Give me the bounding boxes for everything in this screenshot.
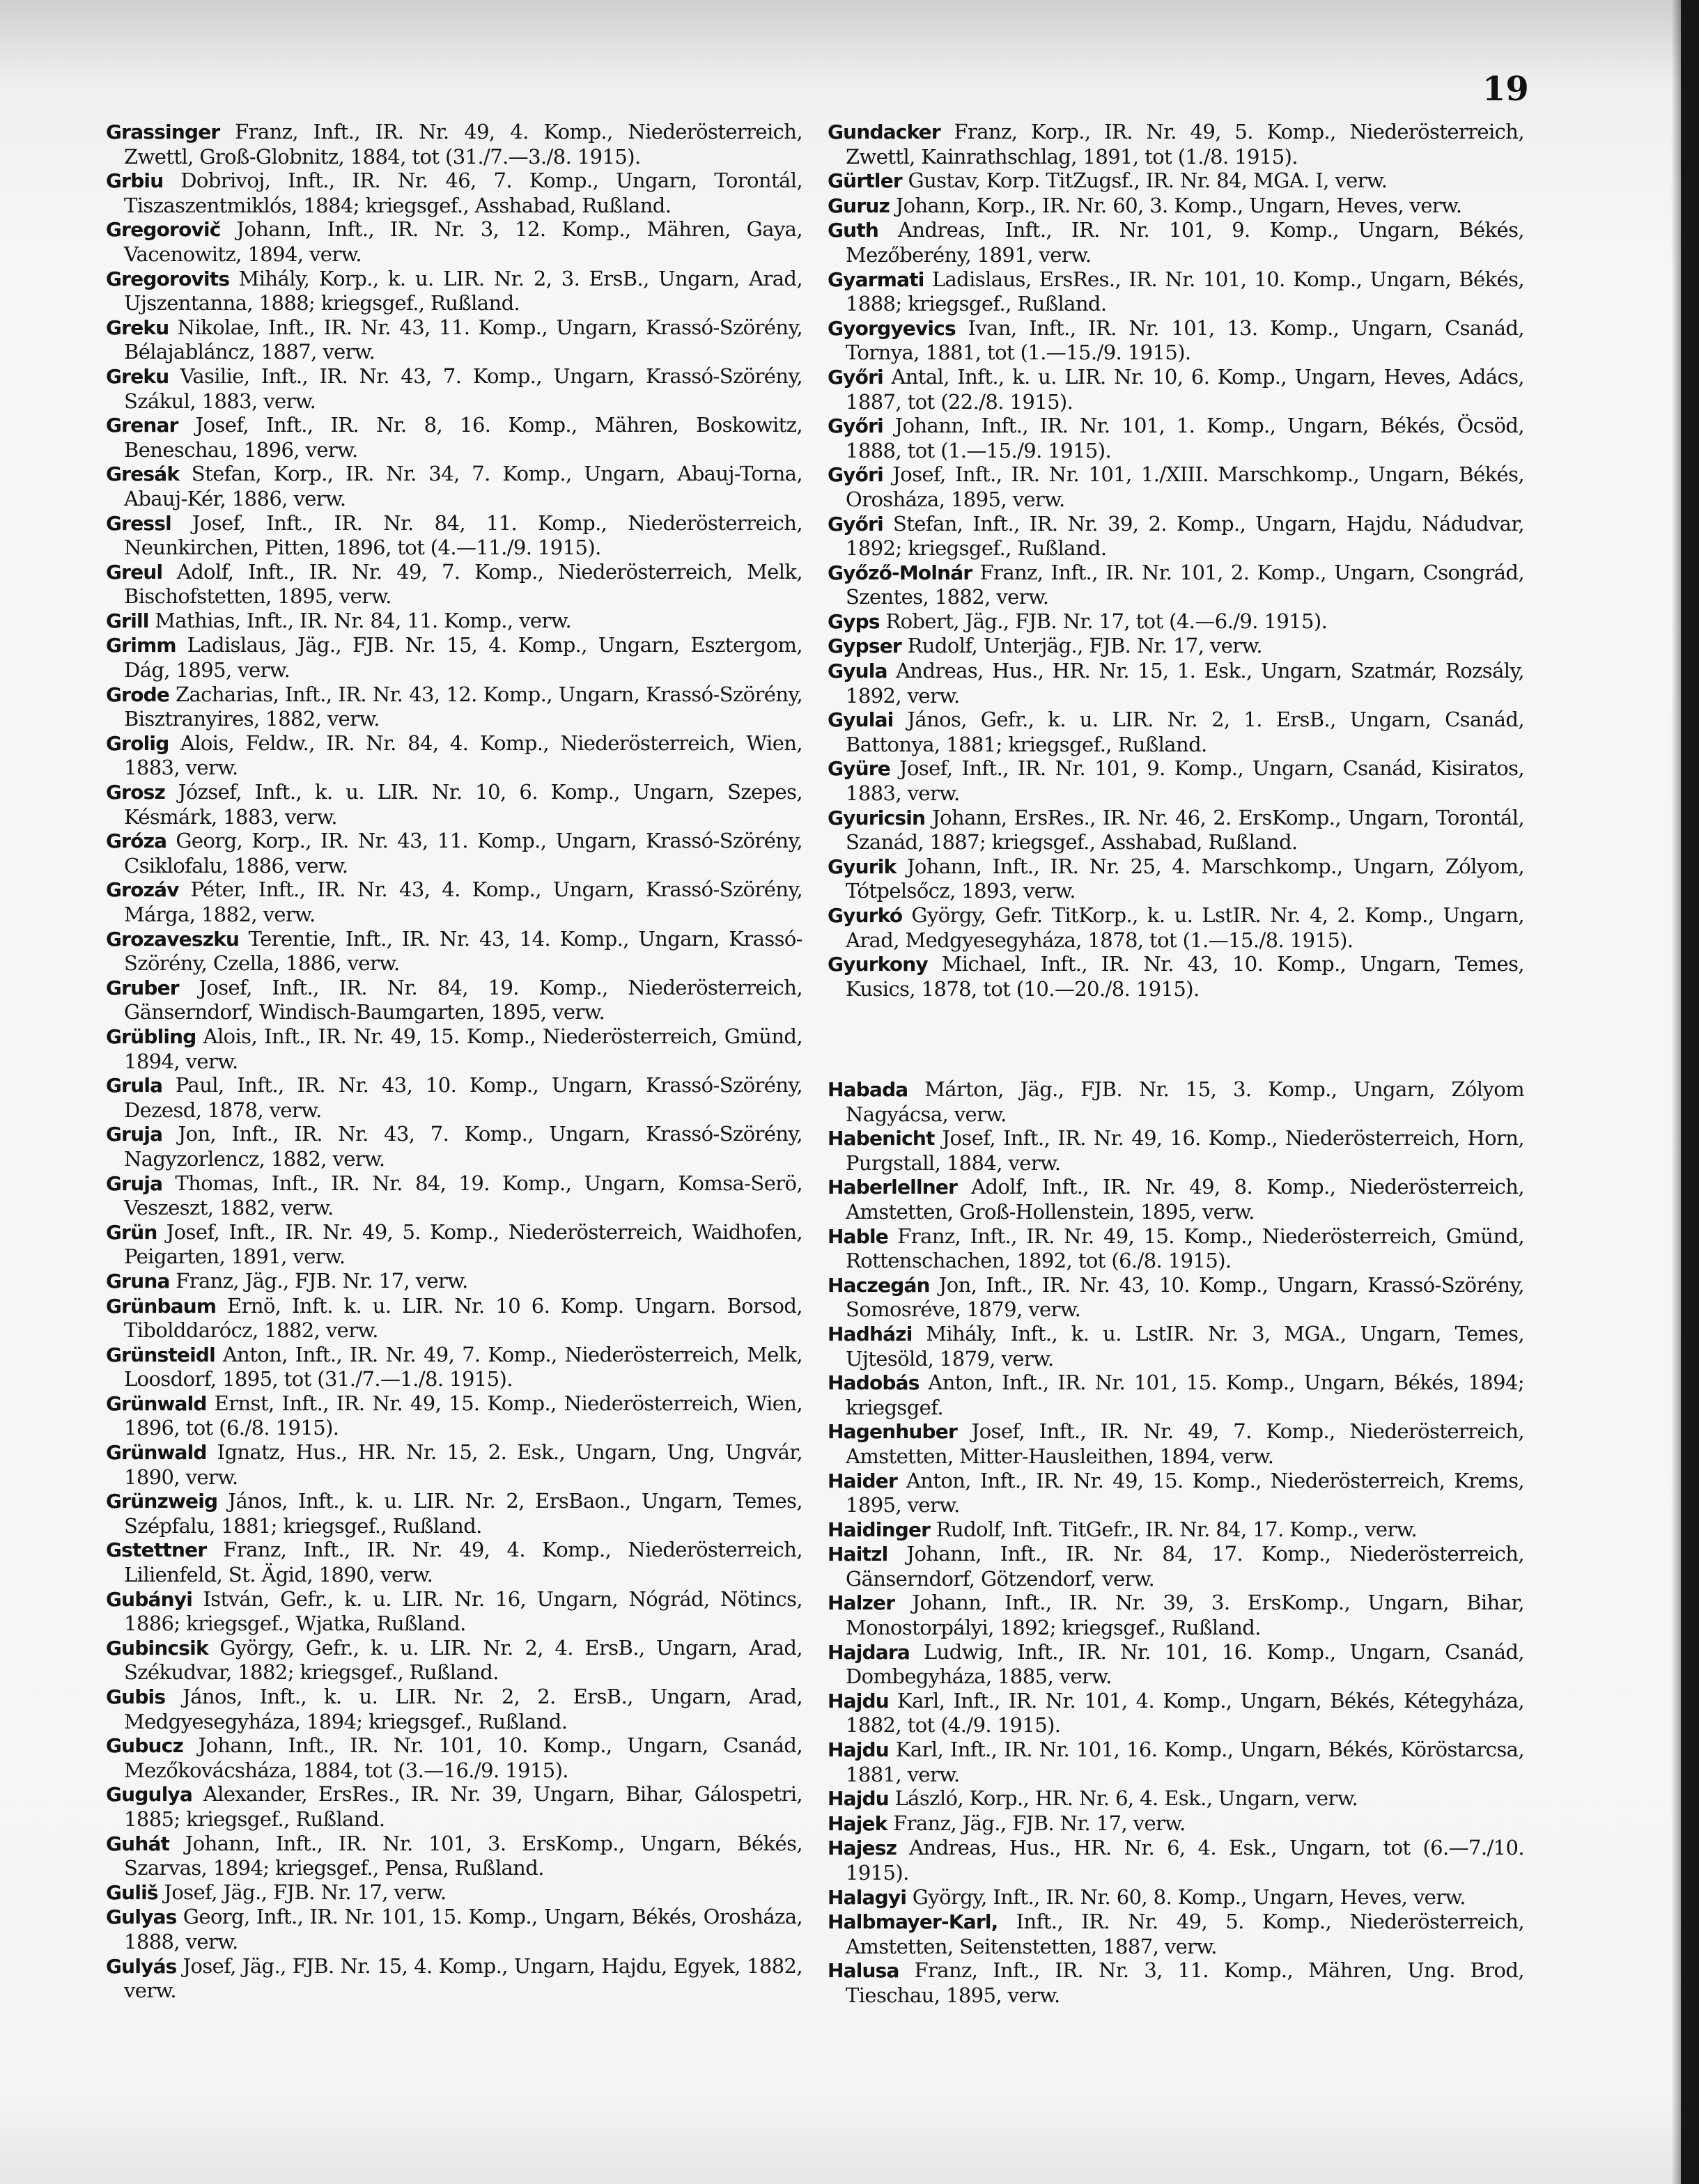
casualty-entry — [106, 1782, 802, 1831]
entry-surname: Grünsteidl — [106, 1343, 215, 1366]
casualty-entry — [106, 1220, 802, 1269]
entry-surname: Hagenhuber — [828, 1420, 958, 1444]
casualty-entry — [106, 462, 802, 510]
casualty-entry — [828, 708, 1524, 756]
entry-surname: Gulyás — [106, 1954, 177, 1978]
casualty-entry — [828, 1371, 1524, 1419]
entry-details: Ernö, Inft. k. u. LIR. Nr. 10 6. Komp. Ungarn. Borsod, Tibolddarócz, 1882, verw. — [124, 1293, 802, 1343]
entry-surname: Hajdu — [828, 1738, 889, 1762]
casualty-entry — [828, 365, 1524, 414]
casualty-entry — [828, 1885, 1524, 1910]
entry-details: Andreas, Inft., IR. Nr. 101, 9. Komp., Ungarn, Békés, Mezőberény, 1891, verw. — [846, 218, 1524, 267]
casualty-entry — [106, 1880, 802, 1905]
entry-surname: Grassinger — [106, 120, 220, 143]
casualty-entry — [828, 1322, 1524, 1371]
entry-surname: Grbiu — [106, 169, 164, 193]
entry-surname: Gubucz — [106, 1734, 183, 1758]
entry-details: Josef, Inft., IR. Nr. 101, 1./XIII. Marschkomp., Ungarn, Békés, Orosháza, 1895, verw. — [846, 462, 1524, 511]
entry-surname: Gugulya — [106, 1783, 193, 1807]
entry-surname: Hajdu — [828, 1689, 889, 1713]
casualty-entry — [828, 1175, 1524, 1224]
entry-details: Gustav, Korp. TitZugsf., IR. Nr. 84, MGA. I, verw. — [901, 169, 1388, 193]
casualty-entry — [106, 1905, 802, 1953]
entry-surname: Grode — [106, 682, 170, 706]
entry-surname: Grün — [106, 1220, 157, 1244]
entry-details: Stefan, Korp., IR. Nr. 34, 7. Komp., Ungarn, Abauj-Torna, Abauj-Kér, 1886, verw. — [124, 462, 802, 510]
casualty-entry — [828, 1836, 1524, 1885]
entry-surname: Gubincsik — [106, 1636, 208, 1660]
entry-details: György, Gefr. TitKorp., k. u. LstIR. Nr. 4, 2. Komp., Ungarn, Arad, Medgyesegyháza, 1878, tot (1.—15./8. 1915). — [846, 903, 1524, 952]
casualty-entry — [828, 267, 1524, 316]
entry-details: Josef, Inft., IR. Nr. 49, 7. Komp., Niederösterreich, Amstetten, Mitter-Hausleithen, 1894, verw. — [846, 1419, 1524, 1468]
entry-surname: Gresák — [106, 462, 180, 486]
entry-details: Dobrivoj, Inft., IR. Nr. 46, 7. Komp., Ungarn, Torontál, Tiszaszentmiklós, 1884; kriegsgef., Asshabad, Rußland. — [124, 169, 802, 217]
entry-details: Josef, Inft., IR. Nr. 84, 19. Komp., Niederösterreich, Gänserndorf, Windisch-Baumgarten, 1895, verw. — [124, 975, 802, 1024]
entry-details: Mihály, Korp., k. u. LIR. Nr. 2, 3. ErsB., Ungarn, Arad, Ujszentanna, 1888; kriegsgef., Rußland. — [124, 266, 802, 315]
entry-surname: Haczegán — [828, 1273, 930, 1297]
scan-border — [1681, 0, 1699, 2184]
entry-surname: Guhát — [106, 1832, 170, 1855]
casualty-entry — [106, 120, 802, 169]
casualty-entry — [828, 634, 1524, 659]
casualty-entry — [828, 512, 1524, 561]
entry-surname: Grill — [106, 609, 149, 632]
casualty-entry — [106, 609, 802, 634]
entry-surname: Guliš — [106, 1880, 158, 1904]
entry-surname: Halusa — [828, 1959, 899, 1983]
entry-surname: Gyula — [828, 660, 887, 683]
casualty-entry — [828, 1640, 1524, 1689]
entry-surname: Haberlellner — [828, 1176, 958, 1199]
entry-details: Robert, Jäg., FJB. Nr. 17, tot (4.—6./9. 1915). — [879, 609, 1328, 633]
entry-surname: Gyps — [828, 609, 880, 633]
entry-details: János, Inft., k. u. LIR. Nr. 2, ErsBaon., Ungarn, Temes, Szépfalu, 1881; kriegsgef., Rußland. — [124, 1489, 802, 1538]
entry-surname: Greku — [106, 364, 169, 388]
casualty-entry — [828, 1591, 1524, 1639]
entry-details: Franz, Inft., IR. Nr. 101, 2. Komp., Ungarn, Csongrád, Szentes, 1882, verw. — [846, 560, 1524, 609]
entry-surname: Habada — [828, 1078, 908, 1101]
entry-details: Alois, Inft., IR. Nr. 49, 15. Komp., Niederösterreich, Gmünd, 1894, verw. — [124, 1024, 802, 1073]
entry-details: László, Korp., HR. Nr. 6, 4. Esk., Ungarn, verw. — [888, 1786, 1358, 1811]
casualty-entry — [106, 1122, 802, 1171]
casualty-entry — [828, 561, 1524, 609]
entry-surname: Győri — [828, 463, 883, 487]
casualty-entry — [106, 1733, 802, 1782]
casualty-entry — [828, 1273, 1524, 1322]
entry-details: Mihály, Inft., k. u. LstIR. Nr. 3, MGA., Ungarn, Temes, Ujtesöld, 1879, verw. — [846, 1321, 1524, 1371]
entry-surname: Gruber — [106, 976, 179, 999]
entry-details: Ernst, Inft., IR. Nr. 49, 15. Komp., Niederösterreich, Wien, 1896, tot (6./8. 1915). — [124, 1391, 802, 1440]
casualty-entry — [828, 1786, 1524, 1811]
casualty-entry — [106, 1440, 802, 1489]
casualty-entry — [106, 780, 802, 829]
entry-details: Terentie, Inft., IR. Nr. 43, 14. Komp., Ungarn, Krassó-Szörény, Czella, 1886, verw. — [124, 926, 802, 976]
entry-details: Georg, Korp., IR. Nr. 43, 11. Komp., Ungarn, Krassó-Szörény, Csiklofalu, 1886, verw. — [124, 829, 802, 878]
entry-surname: Halbmayer-Karl, — [828, 1910, 998, 1934]
casualty-entry — [106, 633, 802, 682]
entry-surname: Grozáv — [106, 878, 179, 902]
entry-details: Johann, Korp., IR. Nr. 60, 3. Komp., Ungarn, Heves, verw. — [889, 193, 1462, 217]
entry-details: Paul, Inft., IR. Nr. 43, 10. Komp., Ungarn, Krassó-Szörény, Dezesd, 1878, verw. — [124, 1073, 802, 1122]
casualty-entry — [106, 1294, 802, 1343]
entry-details: Franz, Inft., IR. Nr. 3, 11. Komp., Mähren, Ung. Brod, Tieschau, 1895, verw. — [846, 1958, 1524, 2007]
entry-details: Josef, Inft., IR. Nr. 101, 9. Komp., Ungarn, Csanád, Kisiratos, 1883, verw. — [846, 756, 1524, 806]
entry-surname: Guruz — [828, 194, 890, 217]
casualty-entry — [106, 829, 802, 878]
entry-details: Zacharias, Inft., IR. Nr. 43, 12. Komp., Ungarn, Krassó-Szörény, Bisztranyires, 1882, verw. — [124, 682, 802, 731]
entry-surname: Grünwald — [106, 1391, 207, 1415]
casualty-entry — [828, 1738, 1524, 1786]
entry-details: István, Gefr., k. u. LIR. Nr. 16, Ungarn, Nógrád, Nötincs, 1886; kriegsgef., Wjatka, Rußland. — [124, 1586, 802, 1636]
casualty-entry — [106, 1538, 802, 1586]
entry-details: Josef, Jäg., FJB. Nr. 17, verw. — [157, 1880, 447, 1904]
entry-details: Franz, Korp., IR. Nr. 49, 5. Komp., Niederösterreich, Zwettl, Kainrathschlag, 1891, tot (1./8. 1915). — [846, 120, 1524, 169]
casualty-entry — [828, 855, 1524, 903]
entry-surname: Gregorovits — [106, 267, 230, 290]
entry-surname: Grimm — [106, 634, 176, 657]
casualty-entry — [106, 169, 802, 217]
entry-surname: Gulyas — [106, 1905, 177, 1929]
casualty-entry — [828, 1811, 1524, 1836]
entry-details: Ladislaus, Jäg., FJB. Nr. 15, 4. Komp., Ungarn, Esztergom, Dág, 1895, verw. — [124, 633, 802, 682]
entry-details: János, Inft., k. u. LIR. Nr. 2, 2. ErsB., Ungarn, Arad, Medgyesegyháza, 1894; kriegsgef., Rußland. — [124, 1685, 802, 1733]
entry-surname: Haider — [828, 1469, 897, 1492]
casualty-entry — [106, 1391, 802, 1440]
entry-details: Mathias, Inft., IR. Nr. 84, 11. Komp., verw. — [148, 608, 572, 632]
entry-surname: Hajek — [828, 1811, 887, 1835]
casualty-entry — [106, 267, 802, 315]
entry-surname: Gypser — [828, 634, 901, 658]
entry-details: György, Gefr., k. u. LIR. Nr. 2, 4. ErsB., Ungarn, Arad, Székudvar, 1882; kriegsgef., Rußland. — [124, 1635, 802, 1685]
casualty-entry — [106, 1489, 802, 1538]
entry-details: Josef, Inft., IR. Nr. 49, 5. Komp., Niederösterreich, Waidhofen, Peigarten, 1891, verw. — [124, 1219, 802, 1269]
entry-details: Jon, Inft., IR. Nr. 43, 7. Komp., Ungarn, Krassó-Szörény, Nagyzorlencz, 1882, verw. — [124, 1122, 802, 1171]
entry-details: Karl, Inft., IR. Nr. 101, 16. Komp., Ungarn, Békés, Köröstarcsa, 1881, verw. — [846, 1738, 1524, 1786]
entry-details: József, Inft., k. u. LIR. Nr. 10, 6. Komp., Ungarn, Szepes, Késmárk, 1883, verw. — [124, 780, 802, 829]
casualty-entry — [106, 217, 802, 266]
entry-details: Márton, Jäg., FJB. Nr. 15, 3. Komp., Ungarn, Zólyom Nagyácsa, verw. — [846, 1077, 1524, 1126]
casualty-entry — [828, 169, 1524, 194]
entry-details: Rudolf, Inft. TitGefr., IR. Nr. 84, 17. Komp., verw. — [930, 1517, 1418, 1541]
casualty-entry — [828, 1469, 1524, 1518]
entry-surname: Grula — [106, 1074, 163, 1098]
entry-surname: Gyurkó — [828, 904, 903, 927]
entry-surname: Gruja — [106, 1171, 163, 1195]
casualty-entry — [828, 1542, 1524, 1591]
casualty-entry — [828, 414, 1524, 462]
casualty-entry — [828, 1224, 1524, 1273]
entry-details: Alois, Feldw., IR. Nr. 84, 4. Komp., Niederösterreich, Wien, 1883, verw. — [124, 731, 802, 780]
entry-surname: Halzer — [828, 1591, 895, 1615]
entry-surname: Gstettner — [106, 1538, 207, 1562]
entry-surname: Guth — [828, 219, 879, 242]
entry-details: Franz, Inft., IR. Nr. 49, 15. Komp., Niederösterreich, Gmünd, Rottenschachen, 1892, tot (6./8. 1915). — [846, 1224, 1524, 1273]
casualty-entry — [106, 1832, 802, 1880]
casualty-entry — [106, 682, 802, 731]
entry-surname: Gubányi — [106, 1587, 193, 1611]
entry-details: Ivan, Inft., IR. Nr. 101, 13. Komp., Ungarn, Csanád, Tornya, 1881, tot (1.—15./9. 1915). — [846, 315, 1524, 365]
casualty-entry — [828, 756, 1524, 805]
entry-details: Jon, Inft., IR. Nr. 43, 10. Komp., Ungarn, Krassó-Szörény, Somosréve, 1879, verw. — [846, 1272, 1524, 1322]
casualty-entry — [106, 1954, 802, 2003]
entry-details: Vasilie, Inft., IR. Nr. 43, 7. Komp., Ungarn, Krassó-Szörény, Szákul, 1883, verw. — [124, 364, 802, 413]
entry-details: Thomas, Inft., IR. Nr. 84, 19. Komp., Ungarn, Komsa-Serö, Veszeszt, 1882, verw. — [124, 1171, 802, 1220]
entry-details: Franz, Jäg., FJB. Nr. 17, verw. — [887, 1811, 1186, 1835]
entry-surname: Győri — [828, 512, 883, 536]
entry-surname: Gundacker — [828, 120, 940, 143]
entry-details: Johann, Inft., IR. Nr. 84, 17. Komp., Niederösterreich, Gänserndorf, Götzendorf, verw. — [846, 1542, 1524, 1591]
entry-surname: Habenicht — [828, 1127, 935, 1150]
right-column-lower — [828, 1077, 1524, 2008]
entry-details: Inft., IR. Nr. 49, 5. Komp., Niederösterreich, Amstetten, Seitenstetten, 1887, verw. — [846, 1910, 1524, 1958]
casualty-entry — [106, 1636, 802, 1685]
casualty-entry — [828, 218, 1524, 267]
entry-details: Karl, Inft., IR. Nr. 101, 4. Komp., Ungarn, Békés, Kétegyháza, 1882, tot (4./9. 1915). — [846, 1688, 1524, 1738]
entry-surname: Halagyi — [828, 1885, 907, 1909]
entry-details: János, Gefr., k. u. LIR. Nr. 2, 1. ErsB., Ungarn, Csanád, Battonya, 1881; kriegsgef., Rußland. — [846, 708, 1524, 756]
casualty-entry — [106, 927, 802, 976]
casualty-entry — [106, 315, 802, 364]
entry-surname: Grenar — [106, 414, 178, 437]
entry-surname: Gyarmati — [828, 267, 924, 291]
entry-surname: Győző-Molnár — [828, 561, 972, 584]
casualty-entry — [106, 1269, 802, 1294]
entry-details: Franz, Inft., IR. Nr. 49, 4. Komp., Niederösterreich, Lilienfeld, St. Ägid, 1890, verw. — [124, 1538, 802, 1587]
entry-details: Anton, Inft., IR. Nr. 101, 15. Komp., Ungarn, Békés, 1894; kriegsgef. — [846, 1371, 1524, 1419]
entry-details: Johann, Inft., IR. Nr. 101, 10. Komp., Ungarn, Csanád, Mezőkovácsháza, 1884, tot (3.—16./9. 1915). — [124, 1733, 802, 1782]
entry-details: Ludwig, Inft., IR. Nr. 101, 16. Komp., Ungarn, Csanád, Dombegyháza, 1885, verw. — [846, 1639, 1524, 1689]
entry-details: Andreas, Hus., HR. Nr. 15, 1. Esk., Ungarn, Szatmár, Rozsály, 1892, verw. — [846, 659, 1524, 708]
entry-surname: Grünbaum — [106, 1294, 217, 1318]
entry-surname: Gróza — [106, 829, 167, 853]
casualty-entry — [828, 903, 1524, 952]
entry-surname: Greul — [106, 560, 163, 584]
casualty-entry — [828, 316, 1524, 365]
entry-details: Josef, Inft., IR. Nr. 8, 16. Komp., Mähren, Boskowitz, Beneschau, 1896, verw. — [124, 413, 802, 462]
entry-surname: Hajesz — [828, 1836, 897, 1860]
entry-details: Josef, Inft., IR. Nr. 84, 11. Komp., Niederösterreich, Neunkirchen, Pitten, 1896, tot (4.—11./9. 1915). — [124, 510, 802, 560]
entry-details: Antal, Inft., k. u. LIR. Nr. 10, 6. Komp., Ungarn, Heves, Adács, 1887, tot (22./8. 1915). — [846, 364, 1524, 414]
entry-surname: Gressl — [106, 511, 171, 535]
casualty-entry — [828, 1689, 1524, 1738]
entry-surname: Gürtler — [828, 169, 902, 193]
entry-details: Johann, Inft., IR. Nr. 101, 3. ErsKomp., Ungarn, Békés, Szarvas, 1894; kriegsgef., Pensa, Rußland. — [124, 1831, 802, 1880]
entry-surname: Gregorovič — [106, 218, 221, 242]
casualty-entry — [106, 1024, 802, 1073]
entry-details: György, Inft., IR. Nr. 60, 8. Komp., Ungarn, Heves, verw. — [906, 1885, 1466, 1909]
casualty-entry — [106, 1073, 802, 1122]
casualty-entry — [106, 878, 802, 926]
entry-details: Josef, Inft., IR. Nr. 49, 16. Komp., Niederösterreich, Horn, Purgstall, 1884, verw. — [846, 1126, 1524, 1175]
entry-details: Franz, Inft., IR. Nr. 49, 4. Komp., Niederösterreich, Zwettl, Groß-Globnitz, 1884, tot (31./7.—3./8. 1915). — [124, 120, 802, 169]
casualty-entry — [828, 806, 1524, 855]
entry-surname: Greku — [106, 315, 169, 339]
entry-surname: Gyüre — [828, 757, 890, 781]
casualty-entry — [828, 120, 1524, 169]
entry-details: Adolf, Inft., IR. Nr. 49, 8. Komp., Niederösterreich, Amstetten, Groß-Hollenstein, 1895, verw. — [846, 1175, 1524, 1224]
casualty-entry — [106, 1685, 802, 1733]
entry-details: Georg, Inft., IR. Nr. 101, 15. Komp., Ungarn, Békés, Orosháza, 1888, verw. — [124, 1905, 802, 1953]
entry-details: Rudolf, Unterjäg., FJB. Nr. 17, verw. — [901, 634, 1262, 658]
casualty-entry — [828, 1518, 1524, 1543]
entry-surname: Gyurik — [828, 855, 897, 878]
casualty-entry — [828, 1910, 1524, 1958]
entry-surname: Gyorgyevics — [828, 316, 956, 340]
casualty-entry — [106, 1171, 802, 1220]
entry-details: Anton, Inft., IR. Nr. 49, 7. Komp., Niederösterreich, Melk, Loosdorf, 1895, tot (31./7.—1./8. 1915). — [124, 1342, 802, 1391]
casualty-entry — [106, 731, 802, 780]
entry-surname: Grolig — [106, 731, 169, 755]
entry-details: Nikolae, Inft., IR. Nr. 43, 11. Komp., Ungarn, Krassó-Szörény, Bélajabláncz, 1887, verw. — [124, 315, 802, 364]
entry-surname: Gyulai — [828, 708, 894, 732]
entry-details: Adolf, Inft., IR. Nr. 49, 7. Komp., Niederösterreich, Melk, Bischofstetten, 1895, verw. — [124, 559, 802, 609]
entry-details: Josef, Jäg., FJB. Nr. 15, 4. Komp., Ungarn, Hajdu, Egyek, 1882, verw. — [124, 1953, 802, 2003]
entry-details: Johann, ErsRes., IR. Nr. 46, 2. ErsKomp., Ungarn, Torontál, Szanád, 1887; kriegsgef., Asshabad, Rußland. — [846, 805, 1524, 855]
entry-details: Johann, Inft., IR. Nr. 39, 3. ErsKomp., Ungarn, Bihar, Monostorpályi, 1892; kriegsgef., Rußland. — [846, 1591, 1524, 1640]
entry-surname: Haitzl — [828, 1543, 888, 1566]
entry-surname: Győri — [828, 414, 883, 438]
entry-surname: Gruja — [106, 1123, 163, 1146]
casualty-entry — [106, 1587, 802, 1636]
entry-surname: Hajdara — [828, 1640, 910, 1664]
casualty-entry — [106, 976, 802, 1024]
entry-details: Johann, Inft., IR. Nr. 25, 4. Marschkomp., Ungarn, Zólyom, Tótpelsőcz, 1893, verw. — [846, 854, 1524, 903]
casualty-entry — [828, 952, 1524, 1001]
page-gutter-shadow — [1671, 0, 1681, 2184]
entry-surname: Győri — [828, 365, 883, 389]
page-number: 19 — [1482, 70, 1529, 109]
entry-surname: Hadobás — [828, 1371, 920, 1395]
entry-surname: Gyurkony — [828, 953, 928, 976]
casualty-entry — [828, 462, 1524, 511]
entry-surname: Hadházi — [828, 1322, 913, 1346]
entry-surname: Gyuricsin — [828, 806, 926, 829]
entry-details: Stefan, Inft., IR. Nr. 39, 2. Komp., Ungarn, Hajdu, Nádudvar, 1892; kriegsgef., Rußland. — [846, 511, 1524, 561]
entry-surname: Hajdu — [828, 1787, 889, 1811]
casualty-entry — [828, 1958, 1524, 2007]
entry-details: Ladislaus, ErsRes., IR. Nr. 101, 10. Komp., Ungarn, Békés, 1888; kriegsgef., Rußland. — [846, 267, 1524, 316]
casualty-entry — [106, 560, 802, 609]
right-column-upper — [828, 120, 1524, 1001]
entry-details: Michael, Inft., IR. Nr. 43, 10. Komp., Ungarn, Temes, Kusics, 1878, tot (10.—20./8. 1915). — [846, 952, 1524, 1001]
entry-details: Péter, Inft., IR. Nr. 43, 4. Komp., Ungarn, Krassó-Szörény, Márga, 1882, verw. — [124, 878, 802, 926]
casualty-entry — [106, 1343, 802, 1391]
entry-details: Johann, Inft., IR. Nr. 101, 1. Komp., Ungarn, Békés, Öcsöd, 1888, tot (1.—15./9. 1915). — [846, 414, 1524, 462]
casualty-entry — [828, 659, 1524, 708]
left-column — [106, 120, 802, 2003]
entry-surname: Grünzweig — [106, 1490, 218, 1513]
entry-surname: Grozaveszku — [106, 927, 240, 951]
entry-surname: Haidinger — [828, 1518, 931, 1541]
casualty-entry — [106, 364, 802, 413]
entry-surname: Gubis — [106, 1685, 166, 1708]
entry-details: Anton, Inft., IR. Nr. 49, 15. Komp., Niederösterreich, Krems, 1895, verw. — [846, 1468, 1524, 1518]
entry-surname: Grosz — [106, 781, 165, 804]
casualty-entry — [106, 511, 802, 560]
entry-details: Johann, Inft., IR. Nr. 3, 12. Komp., Mähren, Gaya, Vacenowitz, 1894, verw. — [124, 217, 802, 266]
casualty-entry — [828, 194, 1524, 219]
casualty-entry — [828, 1077, 1524, 1126]
casualty-entry — [828, 1126, 1524, 1175]
entry-details: Franz, Jäg., FJB. Nr. 17, verw. — [169, 1268, 468, 1293]
entry-surname: Grübling — [106, 1024, 196, 1048]
casualty-entry — [828, 609, 1524, 634]
entry-details: Ignatz, Hus., HR. Nr. 15, 2. Esk., Ungarn, Ung, Ungvár, 1890, verw. — [124, 1440, 802, 1489]
entry-surname: Hable — [828, 1224, 888, 1248]
casualty-entry — [828, 1419, 1524, 1468]
casualty-entry — [106, 413, 802, 462]
entry-details: Alexander, ErsRes., IR. Nr. 39, Ungarn, Bihar, Gálospetri, 1885; kriegsgef., Rußland. — [124, 1782, 802, 1831]
entry-surname: Gruna — [106, 1269, 170, 1293]
entry-details: Andreas, Hus., HR. Nr. 6, 4. Esk., Ungarn, tot (6.—7./10. 1915). — [846, 1836, 1524, 1885]
entry-surname: Grünwald — [106, 1441, 207, 1465]
